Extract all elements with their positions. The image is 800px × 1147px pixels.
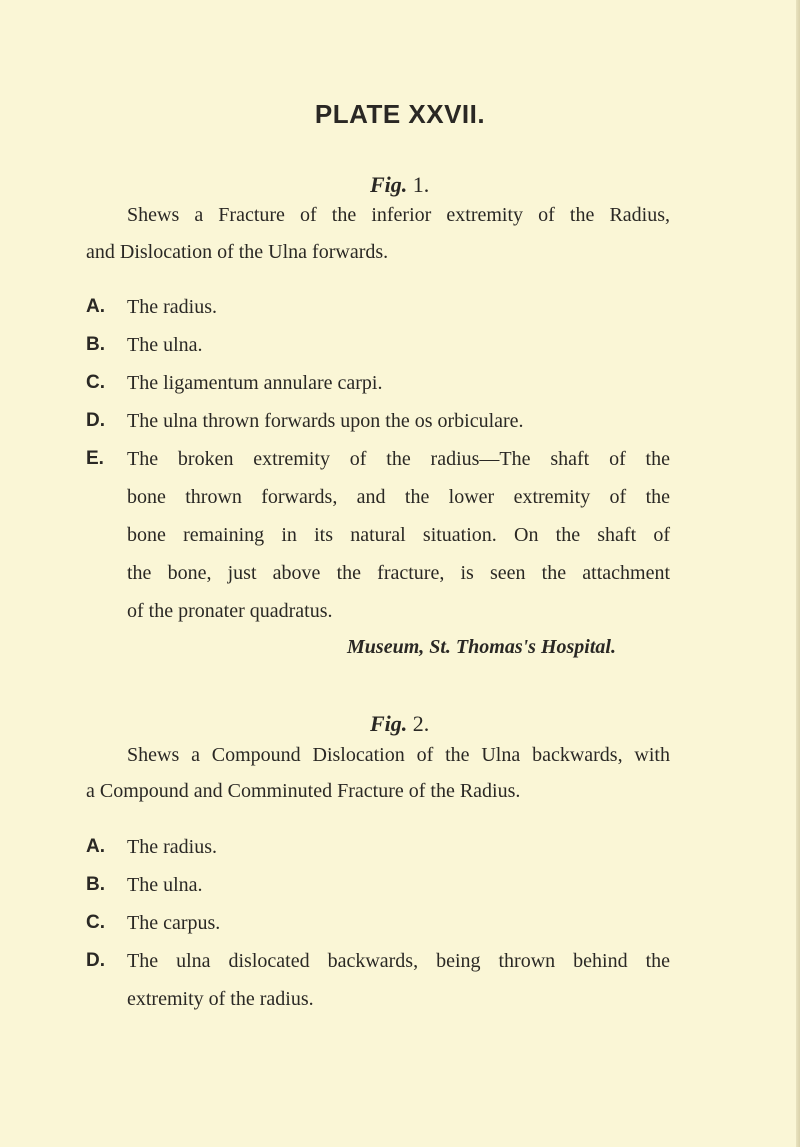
fig1-source: Museum, St. Thomas's Hospital. (347, 636, 616, 658)
fig1-number: 1. (412, 172, 430, 197)
fig1-item-text-c: The ligamentum annulare carpi. (127, 372, 383, 394)
fig1-item-text-a: The radius. (127, 296, 217, 318)
fig2-item-text-b: The ulna. (127, 874, 203, 896)
fig2-item-text-c: The carpus. (127, 912, 221, 934)
fig1-intro-line-2: and Dislocation of the Ulna forwards. (86, 241, 389, 263)
fig2-heading (370, 710, 429, 738)
fig1-intro-line-1: Shews a Fracture of the inferior extremity of the Radius, (127, 204, 670, 226)
fig1-item-text-e-line-5: of the pronater quadratus. (127, 600, 333, 622)
fig1-item-text-e-line-4: the bone, just above the fracture, is seen the attachment (127, 562, 670, 584)
fig2-item-text-d-line-2: extremity of the radius. (127, 988, 314, 1010)
fig1-item-text-e-line-3: bone remaining in its natural situation. On the shaft of (127, 524, 670, 546)
page-edge (796, 0, 800, 1147)
fig2-item-letter-d: D. (86, 950, 105, 971)
fig2-item-letter-a: A. (86, 836, 105, 857)
fig1-item-text-b: The ulna. (127, 334, 203, 356)
fig1-item-text-d: The ulna thrown forwards upon the os orbiculare. (127, 410, 524, 432)
fig2-item-letter-c: C. (86, 912, 105, 933)
fig2-label: Fig. (370, 711, 408, 736)
fig1-label: Fig. (370, 172, 408, 197)
fig2-intro-line-1: Shews a Compound Dislocation of the Ulna backwards, with (127, 744, 670, 766)
fig1-heading (370, 171, 429, 199)
fig1-item-letter-d: D. (86, 410, 105, 431)
fig1-item-letter-b: B. (86, 334, 105, 355)
fig1-item-letter-a: A. (86, 296, 105, 317)
fig2-intro-line-2: a Compound and Comminuted Fracture of the Radius. (86, 780, 521, 802)
plate-title: PLATE XXVII. (314, 99, 486, 129)
fig2-item-text-a: The radius. (127, 836, 217, 858)
fig2-number: 2. (412, 711, 430, 736)
fig1-item-text-e-line-2: bone thrown forwards, and the lower extremity of the (127, 486, 670, 508)
fig2-item-text-d-line-1: The ulna dislocated backwards, being thrown behind the (127, 950, 670, 972)
fig2-item-letter-b: B. (86, 874, 105, 895)
fig1-item-letter-c: C. (86, 372, 105, 393)
fig1-item-text-e-line-1: The broken extremity of the radius—The shaft of the (127, 448, 670, 470)
fig1-item-letter-e: E. (86, 448, 104, 469)
